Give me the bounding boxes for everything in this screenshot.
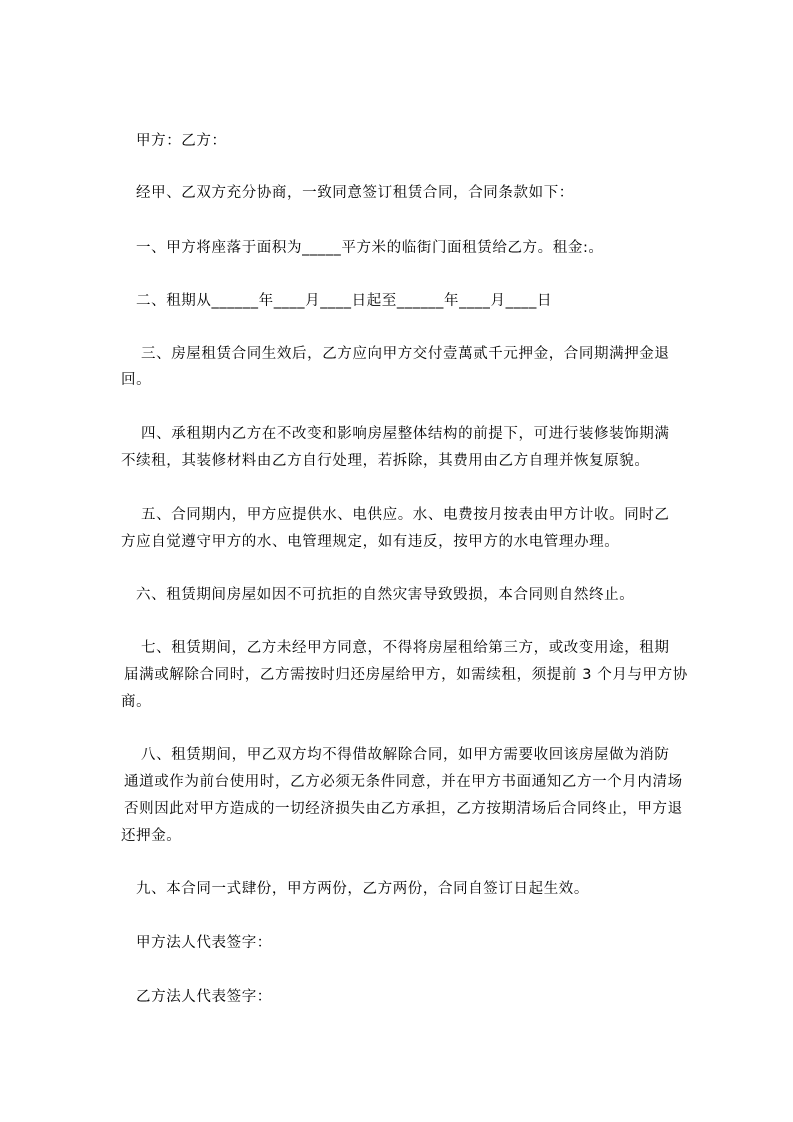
signature-party-b: 乙方法人代表签字： <box>136 989 272 1005</box>
clause-3-line-1: 三、房屋租赁合同生效后，乙方应向甲方交付壹萬贰千元押金，合同期满押金退 <box>141 346 670 362</box>
clause-5-line-1: 五、合同期内，甲方应提供水、电供应。水、电费按月按表由甲方计收。同时乙 <box>141 507 670 523</box>
clause-8-line-2: 通道或作为前台使用时，乙方必须无条件同意，并在甲方书面通知乙方一个月内清场 <box>124 774 683 790</box>
clause-2: 二、租期从______年____月____日起至______年____月____日 <box>136 293 553 309</box>
clause-1: 一、甲方将座落于面积为_____平方米的临街门面租赁给乙方。租金:。 <box>136 240 604 256</box>
intro-line: 经甲、乙双方充分协商，一致同意签订租赁合同，合同条款如下： <box>136 185 574 201</box>
clause-6: 六、租赁期间房屋如因不可抗拒的自然灾害导致毁损，本合同则自然终止。 <box>136 587 635 603</box>
clause-4-line-1: 四、承租期内乙方在不改变和影响房屋整体结构的前提下，可进行装修装饰期满 <box>141 426 670 442</box>
clause-5-line-2: 方应自觉遵守甲方的水、电管理规定，如有违反，按甲方的水电管理办理。 <box>121 534 620 550</box>
parties-line: 甲方：乙方： <box>136 133 227 149</box>
clause-7-line-3: 商。 <box>121 694 152 710</box>
clause-7-line-2: 届满或解除合同时，乙方需按时归还房屋给甲方，如需续租，须提前 3 个月与甲方协 <box>124 667 688 683</box>
signature-party-a: 甲方法人代表签字： <box>136 935 272 951</box>
clause-8-line-4: 还押金。 <box>121 828 182 844</box>
clause-8-line-3: 否则因此对甲方造成的一切经济损失由乙方承担，乙方按期清场后合同终止，甲方退 <box>124 801 683 817</box>
clause-3-line-2: 回。 <box>121 372 152 388</box>
clause-9: 九、本合同一式肆份，甲方两份，乙方两份，合同自签订日起生效。 <box>136 881 589 897</box>
clause-7-line-1: 七、租赁期间，乙方未经甲方同意，不得将房屋租给第三方，或改变用途，租期 <box>141 640 670 656</box>
clause-4-line-2: 不续租，其装修材料由乙方自行处理，若拆除，其费用由乙方自理并恢复原貌。 <box>121 453 650 469</box>
clause-8-line-1: 八、租赁期间，甲乙双方均不得借故解除合同，如甲方需要收回该房屋做为消防 <box>141 747 670 763</box>
